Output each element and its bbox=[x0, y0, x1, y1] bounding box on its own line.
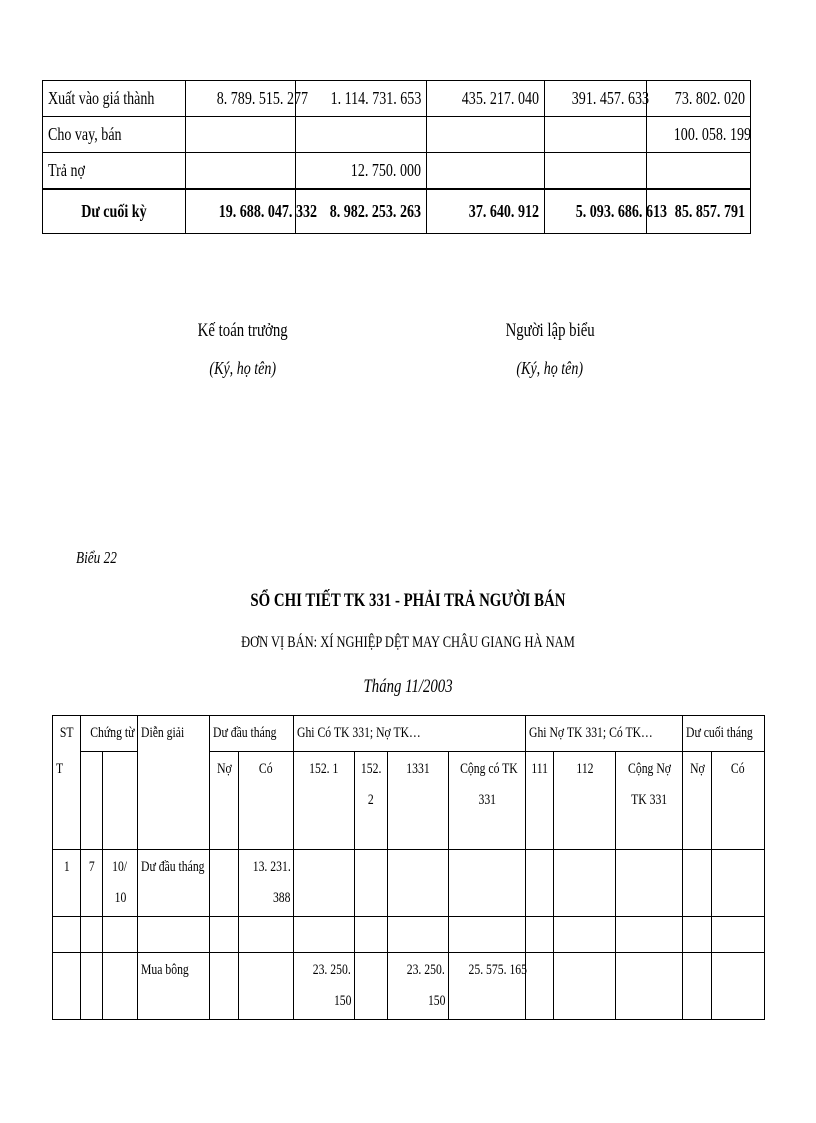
col-no-cuoi: Nợ bbox=[683, 752, 712, 850]
col-ngay bbox=[103, 752, 138, 850]
cell-empty bbox=[616, 917, 683, 953]
cell-empty bbox=[239, 953, 294, 1020]
cell-empty bbox=[526, 917, 554, 953]
cell-value: 1. 114. 731. 653 bbox=[296, 81, 427, 117]
cell-empty bbox=[554, 917, 616, 953]
row-label: Trả nợ bbox=[43, 153, 186, 190]
cell-value bbox=[545, 153, 647, 190]
cell-empty bbox=[81, 917, 103, 953]
col-dien-giai: Diễn giải bbox=[138, 716, 210, 850]
cell-1521: 23. 250. 150 bbox=[294, 953, 355, 1020]
signature-preparer bbox=[420, 320, 680, 379]
cell-value bbox=[186, 117, 296, 153]
row-label: Xuất vào giá thành bbox=[43, 81, 186, 117]
cell-empty bbox=[683, 850, 712, 917]
total-value: 37. 640. 912 bbox=[427, 189, 545, 234]
cell-value bbox=[427, 117, 545, 153]
cell-empty bbox=[526, 953, 554, 1020]
cell-so: 7 bbox=[81, 850, 103, 917]
col-co-cuoi: Có bbox=[712, 752, 765, 850]
table-row bbox=[43, 117, 751, 153]
supplier-unit: ĐƠN VỊ BÁN: XÍ NGHIỆP DỆT MAY CHÂU GIANG HÀ NAM bbox=[241, 634, 575, 651]
cell-value bbox=[647, 153, 751, 190]
col-cong-no: Cộng Nợ TK 331 bbox=[616, 752, 683, 850]
cell-empty bbox=[616, 850, 683, 917]
cell-empty bbox=[103, 953, 138, 1020]
cell-1331: 23. 250. 150 bbox=[388, 953, 449, 1020]
form-number: Biểu 22 bbox=[76, 548, 117, 567]
col-stt-cont: T bbox=[53, 752, 81, 850]
col-cong-co: Cộng có TK 331 bbox=[449, 752, 526, 850]
cell-empty bbox=[554, 953, 616, 1020]
cell-empty bbox=[526, 850, 554, 917]
cell-empty bbox=[712, 953, 765, 1020]
col-no: Nợ bbox=[210, 752, 239, 850]
cell-value: 8. 789. 515. 277 bbox=[186, 81, 296, 117]
col-stt: ST bbox=[53, 716, 81, 752]
cell-value: 100. 058. 199 bbox=[647, 117, 751, 153]
col-1521: 152. 1 bbox=[294, 752, 355, 850]
cell-empty bbox=[355, 953, 388, 1020]
cell-empty bbox=[103, 917, 138, 953]
col-chung-tu: Chứng từ bbox=[81, 716, 138, 752]
cell-empty bbox=[294, 917, 355, 953]
signature-note: (Ký, họ tên) bbox=[209, 358, 277, 378]
col-1522: 152. 2 bbox=[355, 752, 388, 850]
cell-value: 391. 457. 633 bbox=[545, 81, 647, 117]
cell-stt: 1 bbox=[53, 850, 81, 917]
table-row bbox=[43, 153, 751, 190]
cell-cong-co: 25. 575. 165 bbox=[449, 953, 526, 1020]
total-row bbox=[43, 189, 751, 234]
total-value: 5. 093. 686. 613 bbox=[545, 189, 647, 234]
col-du-cuoi: Dư cuối tháng bbox=[683, 716, 765, 752]
ledger-table bbox=[52, 715, 765, 1020]
cell-empty bbox=[53, 953, 81, 1020]
cell-dien-giai: Mua bông bbox=[138, 953, 210, 1020]
col-111: 111 bbox=[526, 752, 554, 850]
header-row bbox=[53, 716, 765, 752]
cell-dien-giai: Dư đầu tháng bbox=[138, 850, 210, 917]
cell-empty bbox=[712, 917, 765, 953]
cell-empty bbox=[388, 917, 449, 953]
total-value: 85. 857. 791 bbox=[647, 189, 751, 234]
cell-ngay: 10/ 10 bbox=[103, 850, 138, 917]
table-row bbox=[53, 850, 765, 917]
cell-empty bbox=[355, 917, 388, 953]
cell-empty bbox=[388, 850, 449, 917]
total-value: 19. 688. 047. 332 bbox=[186, 189, 296, 234]
summary-table bbox=[42, 80, 751, 234]
cell-empty bbox=[239, 917, 294, 953]
col-so bbox=[81, 752, 103, 850]
cell-empty bbox=[294, 850, 355, 917]
signature-chief-accountant bbox=[113, 320, 373, 379]
cell-empty bbox=[683, 917, 712, 953]
cell-empty bbox=[355, 850, 388, 917]
table-row bbox=[53, 953, 765, 1020]
cell-empty bbox=[449, 917, 526, 953]
total-value: 8. 982. 253. 263 bbox=[296, 189, 427, 234]
signature-title: Người lập biểu bbox=[505, 320, 595, 341]
cell-value bbox=[296, 117, 427, 153]
cell-empty bbox=[210, 917, 239, 953]
cell-value: 12. 750. 000 bbox=[296, 153, 427, 190]
cell-no bbox=[210, 850, 239, 917]
total-label: Dư cuối kỳ bbox=[43, 189, 186, 234]
cell-empty bbox=[683, 953, 712, 1020]
ledger-title: SỔ CHI TIẾT TK 331 - PHẢI TRẢ NGƯỜI BÁN bbox=[250, 590, 566, 611]
col-ghi-co: Ghi Có TK 331; Nợ TK… bbox=[294, 716, 526, 752]
cell-value bbox=[545, 117, 647, 153]
col-1331: 1331 bbox=[388, 752, 449, 850]
cell-value: 73. 802. 020 bbox=[647, 81, 751, 117]
row-label: Cho vay, bán bbox=[43, 117, 186, 153]
cell-empty bbox=[616, 953, 683, 1020]
col-du-dau: Dư đầu tháng bbox=[210, 716, 294, 752]
cell-empty bbox=[81, 953, 103, 1020]
cell-empty bbox=[138, 917, 210, 953]
cell-empty bbox=[449, 850, 526, 917]
cell-co: 13. 231. 388 bbox=[239, 850, 294, 917]
cell-empty bbox=[53, 917, 81, 953]
cell-empty bbox=[712, 850, 765, 917]
cell-value bbox=[186, 153, 296, 190]
table-row bbox=[43, 81, 751, 117]
col-ghi-no: Ghi Nợ TK 331; Có TK… bbox=[526, 716, 683, 752]
col-co: Có bbox=[239, 752, 294, 850]
signature-note: (Ký, họ tên) bbox=[516, 358, 584, 378]
cell-value: 435. 217. 040 bbox=[427, 81, 545, 117]
cell-empty bbox=[554, 850, 616, 917]
signature-title: Kế toán trưởng bbox=[198, 320, 288, 341]
cell-value bbox=[427, 153, 545, 190]
table-row bbox=[53, 917, 765, 953]
period-label: Tháng 11/2003 bbox=[363, 676, 453, 697]
cell-empty bbox=[210, 953, 239, 1020]
col-112: 112 bbox=[554, 752, 616, 850]
